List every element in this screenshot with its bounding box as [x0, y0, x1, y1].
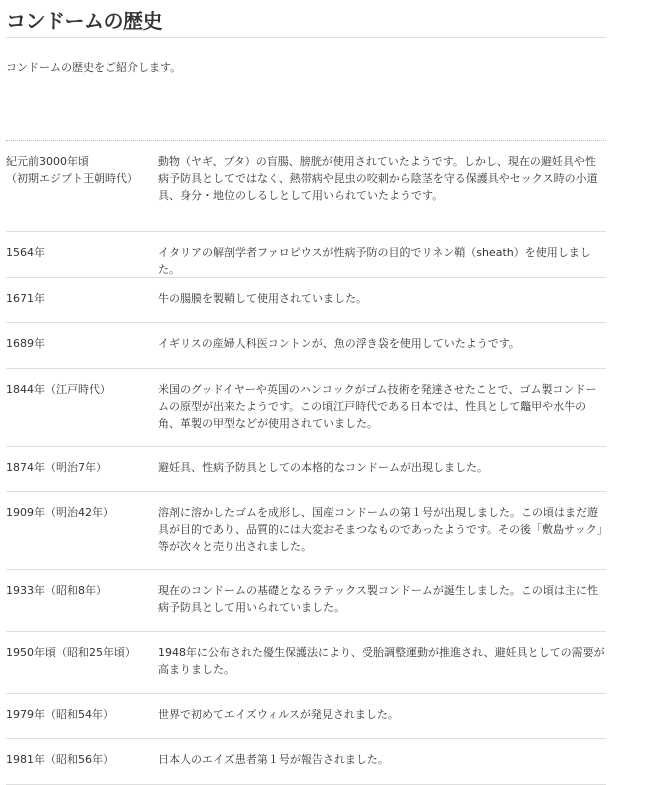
history-period: 1979年（昭和54年） — [6, 708, 114, 721]
history-row — [6, 232, 606, 278]
history-period: 紀元前3000年頃 （初期エジプト王朝時代） — [6, 155, 138, 185]
history-event: イタリアの解剖学者ファロピウスが性病予防の目的でリネン鞘（sheath）を使用しました。 — [158, 246, 591, 276]
history-row — [6, 694, 606, 739]
history-event: 溶剤に溶かしたゴムを成形し、国産コンドームの第１号が出現しました。この頃はまだ遊具が目的であり、品質的には大変おそまつなものであったようです。その後「敷島サック」等が次々と売り出されました。 — [158, 506, 603, 553]
history-event: 牛の腸膜を製鞘して使用されていました。 — [158, 292, 367, 305]
history-period: 1844年（江戸時代） — [6, 383, 111, 396]
history-event: 日本人のエイズ患者第１号が報告されました。 — [158, 753, 389, 766]
history-row — [6, 278, 606, 323]
history-row — [6, 570, 606, 632]
history-row — [6, 141, 606, 232]
page-title: コンドームの歴史 — [6, 0, 606, 38]
history-period: 1874年（明治7年） — [6, 461, 107, 474]
history-event: 世界で初めてエイズウィルスが発見されました。 — [158, 708, 399, 721]
history-event: 1948年に公布された優生保護法により、受胎調整運動が推進され、避妊具としての需要が高まりました。 — [158, 646, 605, 676]
history-period: 1933年（昭和8年） — [6, 584, 107, 597]
history-period: 1671年 — [6, 292, 45, 305]
history-period: 1909年（明治42年） — [6, 506, 114, 519]
history-table — [6, 140, 606, 785]
history-row — [6, 739, 606, 785]
history-row — [6, 632, 606, 694]
history-event: イギリスの産婦人科医コントンが、魚の浮き袋を使用していたようです。 — [158, 337, 520, 350]
history-row — [6, 369, 606, 447]
article — [6, 0, 606, 785]
history-event: 現在のコンドームの基礎となるラテックス製コンドームが誕生しました。この頃は主に性病予防具として用いられていました。 — [158, 584, 598, 614]
history-event: 動物（ヤギ、ブタ）の盲腸、膀胱が使用されていたようです。しかし、現在の避妊具や性病予防具としてではなく、熱帯病や昆虫の咬刺から陰茎を守る保護具やセックス時の小道具、身分・地位のしるしとして用いられていたようです。 — [158, 155, 598, 202]
history-period: 1564年 — [6, 246, 45, 259]
history-event: 米国のグッドイヤーや英国のハンコックがゴム技術を発達させたことで、ゴム製コンドームの原型が出来たようです。この頃江戸時代である日本では、性具として鼈甲や水牛の角、革製の甲型などが使用されていました。 — [158, 383, 597, 430]
history-event: 避妊具、性病予防具としての本格的なコンドームが出現しました。 — [158, 461, 488, 474]
history-period: 1981年（昭和56年） — [6, 753, 114, 766]
history-row — [6, 323, 606, 369]
history-period: 1689年 — [6, 337, 45, 350]
history-period: 1950年頃（昭和25年頃） — [6, 646, 136, 659]
intro-text: コンドームの歴史をご紹介します。 — [6, 61, 182, 74]
history-row — [6, 447, 606, 492]
history-row — [6, 492, 606, 570]
